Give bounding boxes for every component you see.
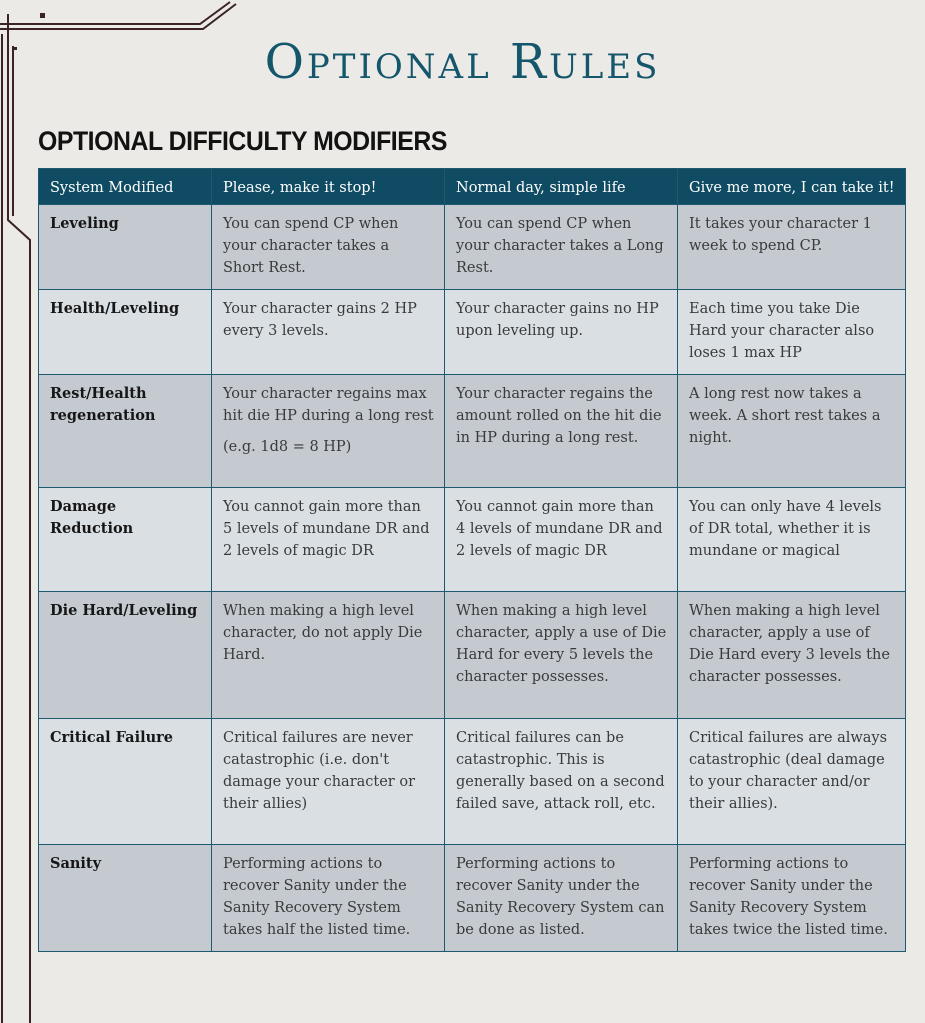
row-label: Damage Reduction [39, 488, 212, 592]
table-row [39, 205, 906, 290]
table-cell: Performing actions to recover Sanity under the Sanity Recovery System can be done as listed. [445, 845, 678, 952]
table-cell: It takes your character 1 week to spend CP. [678, 205, 906, 290]
row-label: Die Hard/Leveling [39, 592, 212, 719]
row-label: Health/Leveling [39, 290, 212, 375]
page-title: Optional Rules [264, 34, 661, 90]
table-cell: Each time you take Die Hard your character also loses 1 max HP [678, 290, 906, 375]
cell-text: Your character regains max hit die HP during a long rest [223, 386, 434, 424]
column-header-normal: Normal day, simple life [445, 169, 678, 205]
table-cell: Performing actions to recover Sanity under the Sanity Recovery System takes twice the listed time. [678, 845, 906, 952]
table-cell: When making a high level character, apply a use of Die Hard every 3 levels the character possesses. [678, 592, 906, 719]
table-cell [212, 375, 445, 488]
table-cell: You can only have 4 levels of DR total, whether it is mundane or magical [678, 488, 906, 592]
table-row [39, 488, 906, 592]
row-label: Critical Failure [39, 719, 212, 845]
table-cell: You can spend CP when your character takes a Long Rest. [445, 205, 678, 290]
table-cell: You can spend CP when your character takes a Short Rest. [212, 205, 445, 290]
table-cell: Your character regains the amount rolled on the hit die in HP during a long rest. [445, 375, 678, 488]
table-cell: You cannot gain more than 4 levels of mundane DR and 2 levels of magic DR [445, 488, 678, 592]
table-cell: You cannot gain more than 5 levels of mundane DR and 2 levels of magic DR [212, 488, 445, 592]
table-row [39, 845, 906, 952]
table-cell: When making a high level character, do not apply Die Hard. [212, 592, 445, 719]
difficulty-modifiers-table [38, 168, 906, 952]
table-row [39, 290, 906, 375]
column-header-hard: Give me more, I can take it! [678, 169, 906, 205]
table-cell: Critical failures are always catastrophic (deal damage to your character and/or their allies). [678, 719, 906, 845]
table-header-row [39, 169, 906, 205]
row-label: Sanity [39, 845, 212, 952]
table-cell: Your character gains 2 HP every 3 levels. [212, 290, 445, 375]
column-header-system: System Modified [39, 169, 212, 205]
table-cell: A long rest now takes a week. A short rest takes a night. [678, 375, 906, 488]
table-row [39, 375, 906, 488]
table-cell: Performing actions to recover Sanity under the Sanity Recovery System takes half the listed time. [212, 845, 445, 952]
section-heading: OPTIONAL DIFFICULTY MODIFIERS [38, 126, 447, 156]
table-cell: When making a high level character, apply a use of Die Hard for every 5 levels the character possesses. [445, 592, 678, 719]
column-header-easy: Please, make it stop! [212, 169, 445, 205]
table-cell: Your character gains no HP upon leveling up. [445, 290, 678, 375]
table-row [39, 719, 906, 845]
table-row [39, 592, 906, 719]
cell-note: (e.g. 1d8 = 8 HP) [223, 439, 352, 455]
row-label: Rest/Health regeneration [39, 375, 212, 488]
table-cell: Critical failures are never catastrophic (i.e. don't damage your character or their allies) [212, 719, 445, 845]
table-cell: Critical failures can be catastrophic. This is generally based on a second failed save, attack roll, etc. [445, 719, 678, 845]
row-label: Leveling [39, 205, 212, 290]
